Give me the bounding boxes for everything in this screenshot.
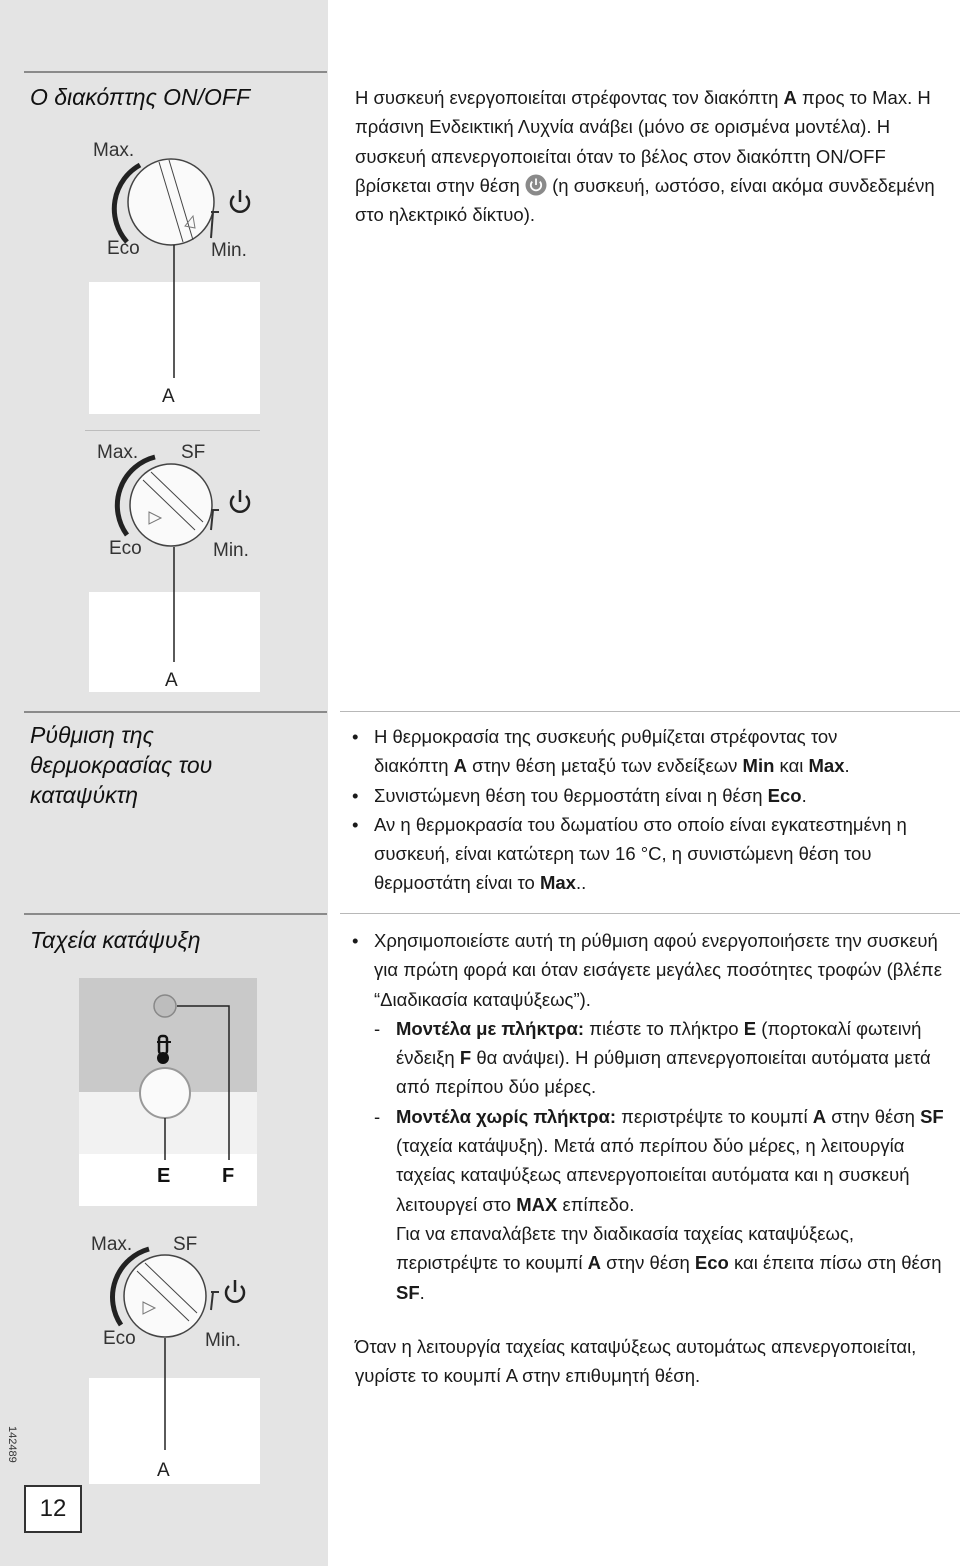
dial-label-max: Max. bbox=[91, 1234, 133, 1255]
closing-paragraph: Όταν η λειτουργία ταχείας καταψύξεως αυτομάτως απενεργοποιείται, γυρίστε το κουμπί A στην επιθυμητή θέση. bbox=[355, 1336, 917, 1387]
dial-label-max: Max. bbox=[93, 140, 135, 161]
dial-label-a: A bbox=[157, 1460, 170, 1481]
sub-item-with-buttons: - Μοντέλα με πλήκτρα: πιέστε το πλήκτρο E (πορτοκαλί φωτεινή ένδειξη F θα ανάψει). Η ρύθμιση απενεργοποιείται αυτόματα μετά από περίπου δύο μέρες. bbox=[374, 1017, 931, 1098]
sub-item-repeat: Για να επαναλάβετε την διαδικασία ταχείας καταψύξεως, περιστρέψτε το κουμπί A στην θέση Eco και έπειτα πίσω στη θέση SF. bbox=[396, 1222, 942, 1303]
dial-figure-onoff bbox=[85, 130, 265, 425]
power-icon bbox=[226, 1280, 244, 1302]
panel-label-f: F bbox=[222, 1165, 235, 1187]
dial-label-eco: Eco bbox=[107, 238, 140, 259]
document-code: 142489 bbox=[6, 1426, 18, 1463]
sidebar-rule-temp bbox=[24, 711, 327, 713]
dial-figure-sf bbox=[85, 430, 265, 700]
dial-figure-fast bbox=[85, 1222, 265, 1492]
section-title-fast: Ταχεία κατάψυξη bbox=[30, 927, 201, 953]
button-panel-figure bbox=[79, 978, 257, 1211]
sidebar-rule-fast bbox=[24, 913, 327, 915]
list-item: • Αν η θερμοκρασία του δωματίου στο οποίο είναι εγκατεστημένη η συσκευή, είναι κατώτερη των 16 °C, η συνιστώμενη θέση του θερμοστάτη είναι το Max.. bbox=[352, 810, 912, 898]
dial-label-min: Min. bbox=[211, 240, 247, 261]
panel-label-e: E bbox=[157, 1165, 171, 1187]
power-icon bbox=[231, 190, 249, 212]
sub-item-without-buttons: - Μοντέλα χωρίς πλήκτρα: περιστρέψτε το κουμπί A στην θέση SF (ταχεία κατάψυξη). Μετά από περίπου δύο μέρες, η λειτουργία ταχείας καταψύξεως απενεργοποιείται αυτόματα και η συσκευή λειτουργεί στο MAX επίπεδο. bbox=[374, 1105, 944, 1215]
list-item: • Η θερμοκρασία της συσκευής ρυθμίζεται στρέφοντας τον διακόπτη A στην θέση μεταξύ των ενδείξεων Min και Max. bbox=[352, 722, 912, 781]
power-icon bbox=[231, 490, 249, 512]
onoff-paragraph: Η συσκευή ενεργοποιείται στρέφοντας τον διακόπτη A προς το Max. Η πράσινη Ενδεικτική Λυχνία ανάβει (μόνο σε ορισμένα μοντέλα). Η συσκευή απενεργοποιείται όταν το βέλος στον διακόπτη ON/OFF βρίσκεται στην θέση (η συσκευή, ωστόσο, είναι ακόμα συνδεδεμένη στο ηλεκτρικό δίκτυο). bbox=[355, 87, 935, 226]
sidebar-rule-onoff bbox=[24, 71, 327, 73]
dial-label-sf: SF bbox=[173, 1234, 198, 1255]
dial-label-eco: Eco bbox=[103, 1328, 136, 1349]
power-icon bbox=[525, 174, 547, 196]
content-rule-temp bbox=[340, 711, 960, 712]
content-rule-fast bbox=[340, 913, 960, 914]
dial-label-sf: SF bbox=[181, 442, 206, 463]
dial-label-max: Max. bbox=[97, 442, 139, 463]
fast-bullet-list bbox=[352, 926, 960, 1307]
list-item: • Χρησιμοποιείστε αυτή τη ρύθμιση αφού ενεργοποιήσετε την συσκευή για πρώτη φορά και όταν εισάγετε μεγάλες ποσότητες τροφών (βλέπε “Διαδικασία καταψύξεως”). - Μοντέλα με πλήκτρα: πιέστε το πλήκτρο E (πορτοκαλί φωτεινή ένδειξη F θα ανάψει). Η ρύθμιση απενεργοποιείται αυτόματα μετά από περίπου δύο μέρες. - Μοντέλα χωρίς πλήκτρα: περιστρέψτε το κουμπί A στην θέση SF (ταχεία κατάψυξη). Μετά από περίπου δύο μέρες, η λειτουργία ταχείας καταψύξεως απενεργοποιείται αυτόματα και η συσκευή λειτουργεί στο MAX επίπεδο. Για να επαναλάβετε την διαδικασία ταχείας καταψύξεως, περιστρέψτε το κουμπί A στην θέση Eco και έπειτα πίσω στη θέση SF. bbox=[352, 926, 960, 1307]
section-title-onoff: Ο διακόπτης ON/OFF bbox=[30, 84, 251, 110]
dial-label-min: Min. bbox=[205, 1330, 241, 1351]
dial-label-a: A bbox=[165, 670, 178, 691]
dial-label-a: A bbox=[162, 386, 175, 407]
dial-label-min: Min. bbox=[213, 540, 249, 561]
page-number: 12 bbox=[24, 1485, 82, 1533]
temp-bullet-list bbox=[352, 722, 912, 898]
dial-label-eco: Eco bbox=[109, 538, 142, 559]
section-title-temp: Ρύθμιση της θερμοκρασίας του καταψύκτη bbox=[30, 722, 213, 808]
list-item: • Συνιστώμενη θέση του θερμοστάτη είναι η θέση Eco. bbox=[352, 781, 912, 810]
